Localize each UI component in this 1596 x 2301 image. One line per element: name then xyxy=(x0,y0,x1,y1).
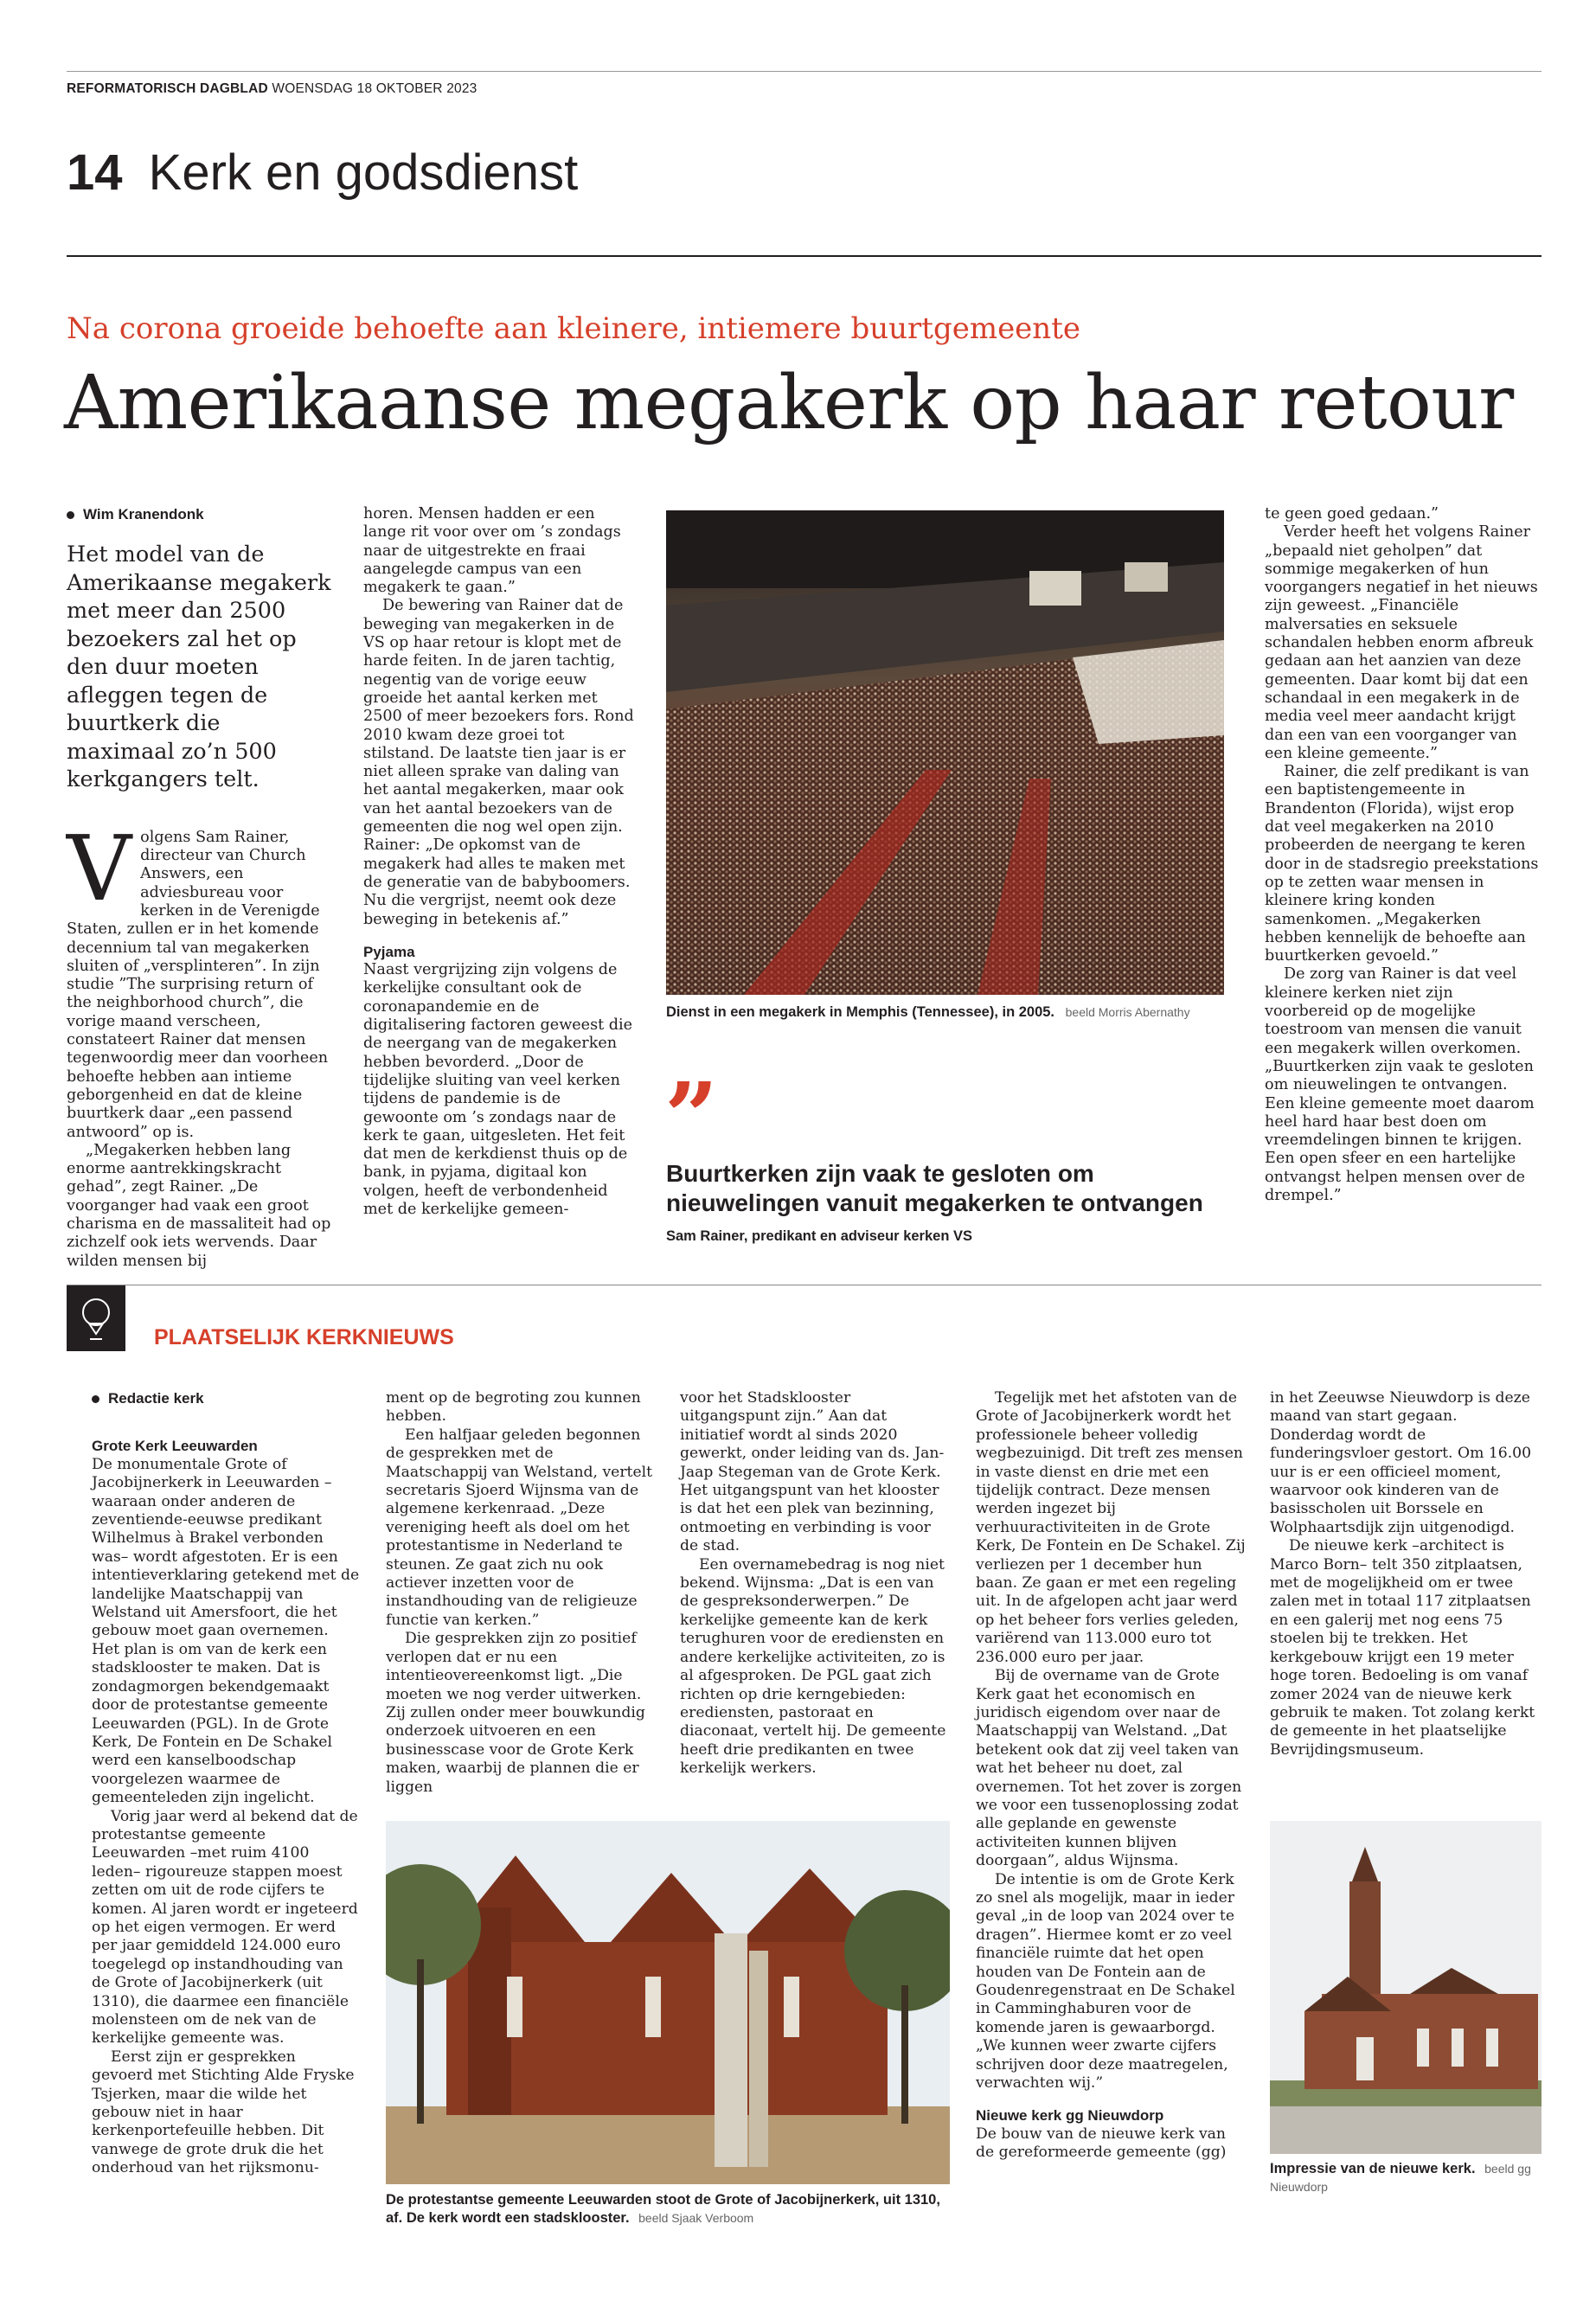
dropcap: V xyxy=(67,815,132,921)
subheading-nieuwdorp: Nieuwe kerk gg Nieuwdorp xyxy=(976,2107,1164,2125)
paragraph: ment op de begroting zou kunnen hebben. xyxy=(386,1389,641,1426)
news-column-5 xyxy=(1270,1389,1542,1759)
article-intro: Het model van de Amerikaanse megakerk met meer dan 2500 bezoekers zal het op den duur moeten afleggen tegen de buurtkerk die maximaal zo’n 500 kerkgangers telt. xyxy=(67,542,331,793)
top-rule xyxy=(67,71,1542,72)
pullquote-mark: „ xyxy=(666,1009,721,1118)
paper-name: REFORMATORISCH DAGBLAD xyxy=(67,81,268,96)
pullquote-attribution: Sam Rainer, predikant en adviseur kerken VS xyxy=(666,1228,972,1244)
header-rule xyxy=(67,255,1542,257)
caption-credit: beeld Morris Abernathy xyxy=(1065,1005,1190,1019)
paragraph: Bij de overname van de Grote Kerk gaat het economisch en juridisch eigendom over naar de Maatschappij van Welstand. „Dat betekent ook dat zij veel taken van wat het beheer nu doet, zal overnemen. Tot het zover is zorgen we voor een tussenoplossing zodat alle geplande en gewenste activiteiten kunnen blijven doorgaan”, aldus Wijnsma. xyxy=(976,1667,1242,1870)
paragraph: De intentie is om de Grote Kerk zo snel als mogelijk, maar in ieder geval „in de loop van 2024 over te dragen”. Hiermee komt er zo veel financiële ruimte dat het open houden van De Fontein aan de Goudenregenstraat en De Schakel in Camminghaburen voor de komende jaren is gewaarborgd. „We kunnen weer zwarte cijfers schrijven door deze maatregelen, verwachten wij.” xyxy=(976,1870,1235,2093)
page-number: 14 xyxy=(67,144,123,201)
paragraph: De zorg van Rainer is dat veel kleinere kerken niet zijn voorbereid op de mogelijke toestroom van mensen die vanuit een megakerk willen overkomen. „Buurtkerken zijn vaak te gesloten om nieuwelingen te ontvangen. Een kleine gemeente moet daarom heel hard haar best doen om vreemdelingen binnen te krijgen. Een open sfeer en een hartelijke ontvangst helpen mensen over de drempel.” xyxy=(1265,965,1535,1204)
paragraph: te geen goed gedaan.” xyxy=(1265,505,1439,522)
paragraph: Verder heeft het volgens Rainer „bepaald niet geholpen” dat sommige megakerken of hun voorgangers negatief in het nieuws zijn geweest. „Financiële malversaties en seksuele schandalen hebben enorm afbreuk gedaan aan het aanzien van deze gemeenten. Daar komt bij dat een schandaal in een megakerk in de media veel meer aandacht krijgt dan een van een voorganger van een kleine gemeente.” xyxy=(1265,523,1538,762)
article-kicker: Na corona groeide behoefte aan kleinere, intiemere buurtgemeente xyxy=(67,311,1080,346)
bullet-icon xyxy=(67,511,74,519)
megachurch-photo xyxy=(666,510,1224,995)
caption-text: De protestantse gemeente Leeuwarden stoot de Grote of Jacobijnerkerk, uit 1310, af. De kerk wordt een stadsklooster. xyxy=(386,2192,940,2226)
article-byline xyxy=(67,505,335,523)
paper-masthead xyxy=(67,81,478,97)
paragraph: in het Zeeuwse Nieuwdorp is deze maand van start gegaan. Donderdag wordt de funderingsvloer gestort. Om 16.00 uur is er een officieel moment, waarvoor ook kinderen van de basisscholen uit Borssele en Wolphaartsdijk zijn uitgenodigd. xyxy=(1270,1389,1532,1536)
paragraph: De bewering van Rainer dat de beweging van megakerken in de VS op haar retour is klopt met de harde feiten. In de jaren tachtig, negentig van de vorige eeuw groeide het aantal kerken met 2500 of meer bezoekers fors. Rond 2010 kwam deze groei tot stilstand. De laatste tien jaar is er niet alleen sprake van daling van het aantal megakerken, maar ook van het aantal bezoekers van de gemeenten die nog wel open zijn. Rainer: „De opkomst van de megakerk had alles te maken met de generatie van de babyboomers. Nu die vergrijst, neemt ook deze beweging in betekenis af.” xyxy=(363,597,634,928)
paper-date: WOENSDAG 18 OKTOBER 2023 xyxy=(272,81,478,96)
grote-kerk-caption xyxy=(386,2191,950,2227)
paragraph: Tegelijk met het afstoten van de Grote of Jacobijnerkerk wordt het professionele beheer volledig wegbezuinigd. Dit treft zes mensen in vaste dienst en drie met een tijdelijk contract. Deze mensen werden ingezet bij verhuuractiviteiten in de Grote Kerk, De Fontein en De Schakel. Zij verliezen per 1 december hun baan. Ze gaan er met een regeling uit. In de afgelopen acht jaar werd op het beheer fors verlies geleden, variërend van 113.000 euro tot 236.000 euro per jaar. xyxy=(976,1389,1246,1666)
paragraph: De monumentale Grote of Jacobijnerkerk in Leeuwarden –waaraan onder anderen de zeventiende-eeuwse predikant Wilhelmus à Brakel verbonden was– wordt afgestoten. Er is een intentieverklaring getekend met de landelijke Maatschappij van Welstand uit Amersfoort, die het gebouw moet gaan overnemen. Het plan is om van de kerk een stadsklooster te maken. Dat is zondagmorgen bekendgemaakt door de protestantse gemeente Leeuwarden (PGL). In de Grote Kerk, De Fontein en De Schakel werd een kanselboodschap voorgelezen waarmee de gemeenteleden zijn ingelicht. xyxy=(92,1455,360,1807)
article-first-paragraph xyxy=(67,815,335,1142)
paragraph: Een halfjaar geleden begonnen de gesprekken met de Maatschappij van Welstand, vertelt secretaris Sjoerd Wijnsma van de algemene kerkenraad. „Deze vereniging heeft als doel om het protestantisme in Nederland te steunen. Ze gaat zich nu ook actiever inzetten voor de instandhouding van de religieuze functie van kerken.” xyxy=(386,1426,653,1629)
article-column-4 xyxy=(1265,505,1542,1205)
section-title: Kerk en godsdienst xyxy=(148,144,579,201)
news-icon-box xyxy=(67,1285,125,1351)
news-column-2 xyxy=(386,1389,654,1797)
nieuwdorp-church-photo xyxy=(1270,1821,1542,2154)
caption-text: Impressie van de nieuwe kerk. xyxy=(1270,2161,1476,2176)
article-column-2 xyxy=(363,505,638,1219)
megachurch-caption xyxy=(666,1003,1224,1022)
paragraph: horen. Mensen hadden er een lange rit voor over om ’s zondags naar de uitgestrekte en fraai aangelegde campus van een megakerk te gaan.” xyxy=(363,505,621,597)
pullquote-text: Buurtkerken zijn vaak te gesloten om nieuwelingen vanuit megakerken te ontvangen xyxy=(666,1160,1203,1216)
first-paragraph-text: olgens Sam Rainer, directeur van Church Answers, een adviesbureau voor kerken in de Verenigde Staten, zullen er in het komende decennium tal van megakerken sluiten of „versplinteren”. In zijn studie ”The surprising return of the neighborhood church”, die vorige maand verscheen, constateert Rainer dat mensen tegenwoordig meer dan voorheen behoefte hebben aan intieme geborgenheid en dat de kleine buurtkerk daar „een passend antwoord” op is. xyxy=(67,828,329,1141)
subheading-leeuwarden: Grote Kerk Leeuwarden xyxy=(92,1438,258,1455)
paragraph: Die gesprekken zijn zo positief verlopen dat er nu een intentieovereenkomst ligt. „Die moeten we nog verder uitwerken. Zij zullen onder meer bouwkundig onderzoek uitvoeren en een businesscase voor de Grote Kerk maken, waarbij de plannen die er liggen xyxy=(386,1630,645,1796)
lightbulb-icon xyxy=(67,1285,125,1351)
caption-credit: beeld gg Nieuwdorp xyxy=(1270,2162,1531,2194)
news-column-4 xyxy=(976,1389,1246,2163)
news-column-1 xyxy=(92,1389,360,2178)
news-column-3 xyxy=(680,1389,948,1779)
grote-kerk-photo xyxy=(386,1821,950,2184)
paragraph: Vorig jaar werd al bekend dat de protestantse gemeente Leeuwarden –met ruim 4100 leden– rigoureuze stappen moest zetten om uit de rode cijfers te komen. Al jaren wordt er ingeteerd op het eigen vermogen. Er werd per jaar gemiddeld 124.000 euro toegelegd op instandhouding van de Grote of Jacobijnerkerk (uit 1310), die daarmee een financiële molensteen om de nek van de kerkelijke gemeente was. xyxy=(92,1807,358,2048)
paragraph: De bouw van de nieuwe kerk van de gereformeerde gemeente (gg) xyxy=(976,2125,1227,2162)
paragraph: Rainer, die zelf predikant is van een baptistengemeente in Brandenton (Florida), wijst erop dat veel megakerken na 2010 probeerden de neergang te keren door in de stadsregio preekstations op te zetten waar mensen in kleinere kring konden samenkomen. „Megakerken hebben kennelijk de behoefte aan buurtkerken gevoeld.” xyxy=(1265,763,1539,965)
caption-credit: beeld Sjaak Verboom xyxy=(638,2210,754,2225)
paragraph: Eerst zijn er gesprekken gevoerd met Stichting Alde Fryske Tsjerken, maar die wilde het gebouw niet in haar kerkenportefeuille hebben. Dit vanwege de grote druk die het onderhoud van het rijksmonu- xyxy=(92,2048,355,2177)
byline-name: Redactie kerk xyxy=(108,1390,204,1407)
article-column-1 xyxy=(67,505,335,1271)
news-byline xyxy=(92,1389,360,1407)
nieuwdorp-caption xyxy=(1270,2160,1542,2195)
paragraph: Een overnamebedrag is nog niet bekend. Wijnsma: „Dat is een van de gespreksonderwerpen.” De kerkelijke gemeente kan de kerk terughuren voor de erediensten en andere kerkelijke activiteiten, zo is al afgesproken. De PGL gaat zich richten op drie kerngebieden: erediensten, pastoraat en diaconaat, vertelt hij. De gemeente heeft drie predikanten en twee kerkelijk werkers. xyxy=(680,1555,946,1778)
byline-name: Wim Kranendonk xyxy=(83,506,204,522)
paragraph: „Megakerken hebben lang enorme aantrekkingskracht gehad”, zegt Rainer. „De voorganger had vaak een groot charisma en de massaliteit had op zichzelf ook iets wervends. Daar wilden mensen bij xyxy=(67,1141,331,1270)
page-header xyxy=(67,145,578,201)
subheading-pyjama: Pyjama xyxy=(363,943,415,960)
paragraph: De nieuwe kerk –architect is Marco Born– telt 350 zitplaatsen, met de mogelijkheid om er twee zalen met in totaal 117 zitplaatsen en een galerij met nog eens 75 stoelen bij te trekken. Het kerkgebouw krijgt een 19 meter hoge toren. Bedoeling is om vanaf zomer 2024 van de nieuwe kerk gebruik te maken. Tot zolang kerkt de gemeente in het plaatselijke Bevrijdingsmuseum. xyxy=(1270,1537,1535,1759)
bullet-icon xyxy=(92,1395,99,1403)
caption-text: Dienst in een megakerk in Memphis (Tennessee), in 2005. xyxy=(666,1004,1055,1020)
paragraph: voor het Stadsklooster uitgangspunt zijn.” Aan dat initiatief wordt al sinds 2020 gewerkt, onder leiding van ds. Jan-Jaap Stegeman van de Grote Kerk. Het uitgangspunt van het klooster is dat het een plek van bezinning, ontmoeting en verbinding is voor de stad. xyxy=(680,1389,945,1555)
article-headline: Amerikaanse megakerk op haar retour xyxy=(64,360,1514,446)
paragraph: Naast vergrijzing zijn volgens de kerkelijke consultant ook de coronapandemie en de digitalisering factoren geweest die de neergang van de megakerken hebben bevorderd. „Door de tijdelijke sluiting van veel kerken tijdens de pandemie is de gewoonte om ’s zondags naar de kerk te gaan, uitgesleten. Het feit dat men de kerkdienst thuis op de bank, in pyjama, digitaal kon volgen, heeft de verbondenheid met de kerkelijke gemeen- xyxy=(363,961,633,1218)
news-section-label: PLAATSELIJK KERKNIEUWS xyxy=(154,1325,454,1349)
